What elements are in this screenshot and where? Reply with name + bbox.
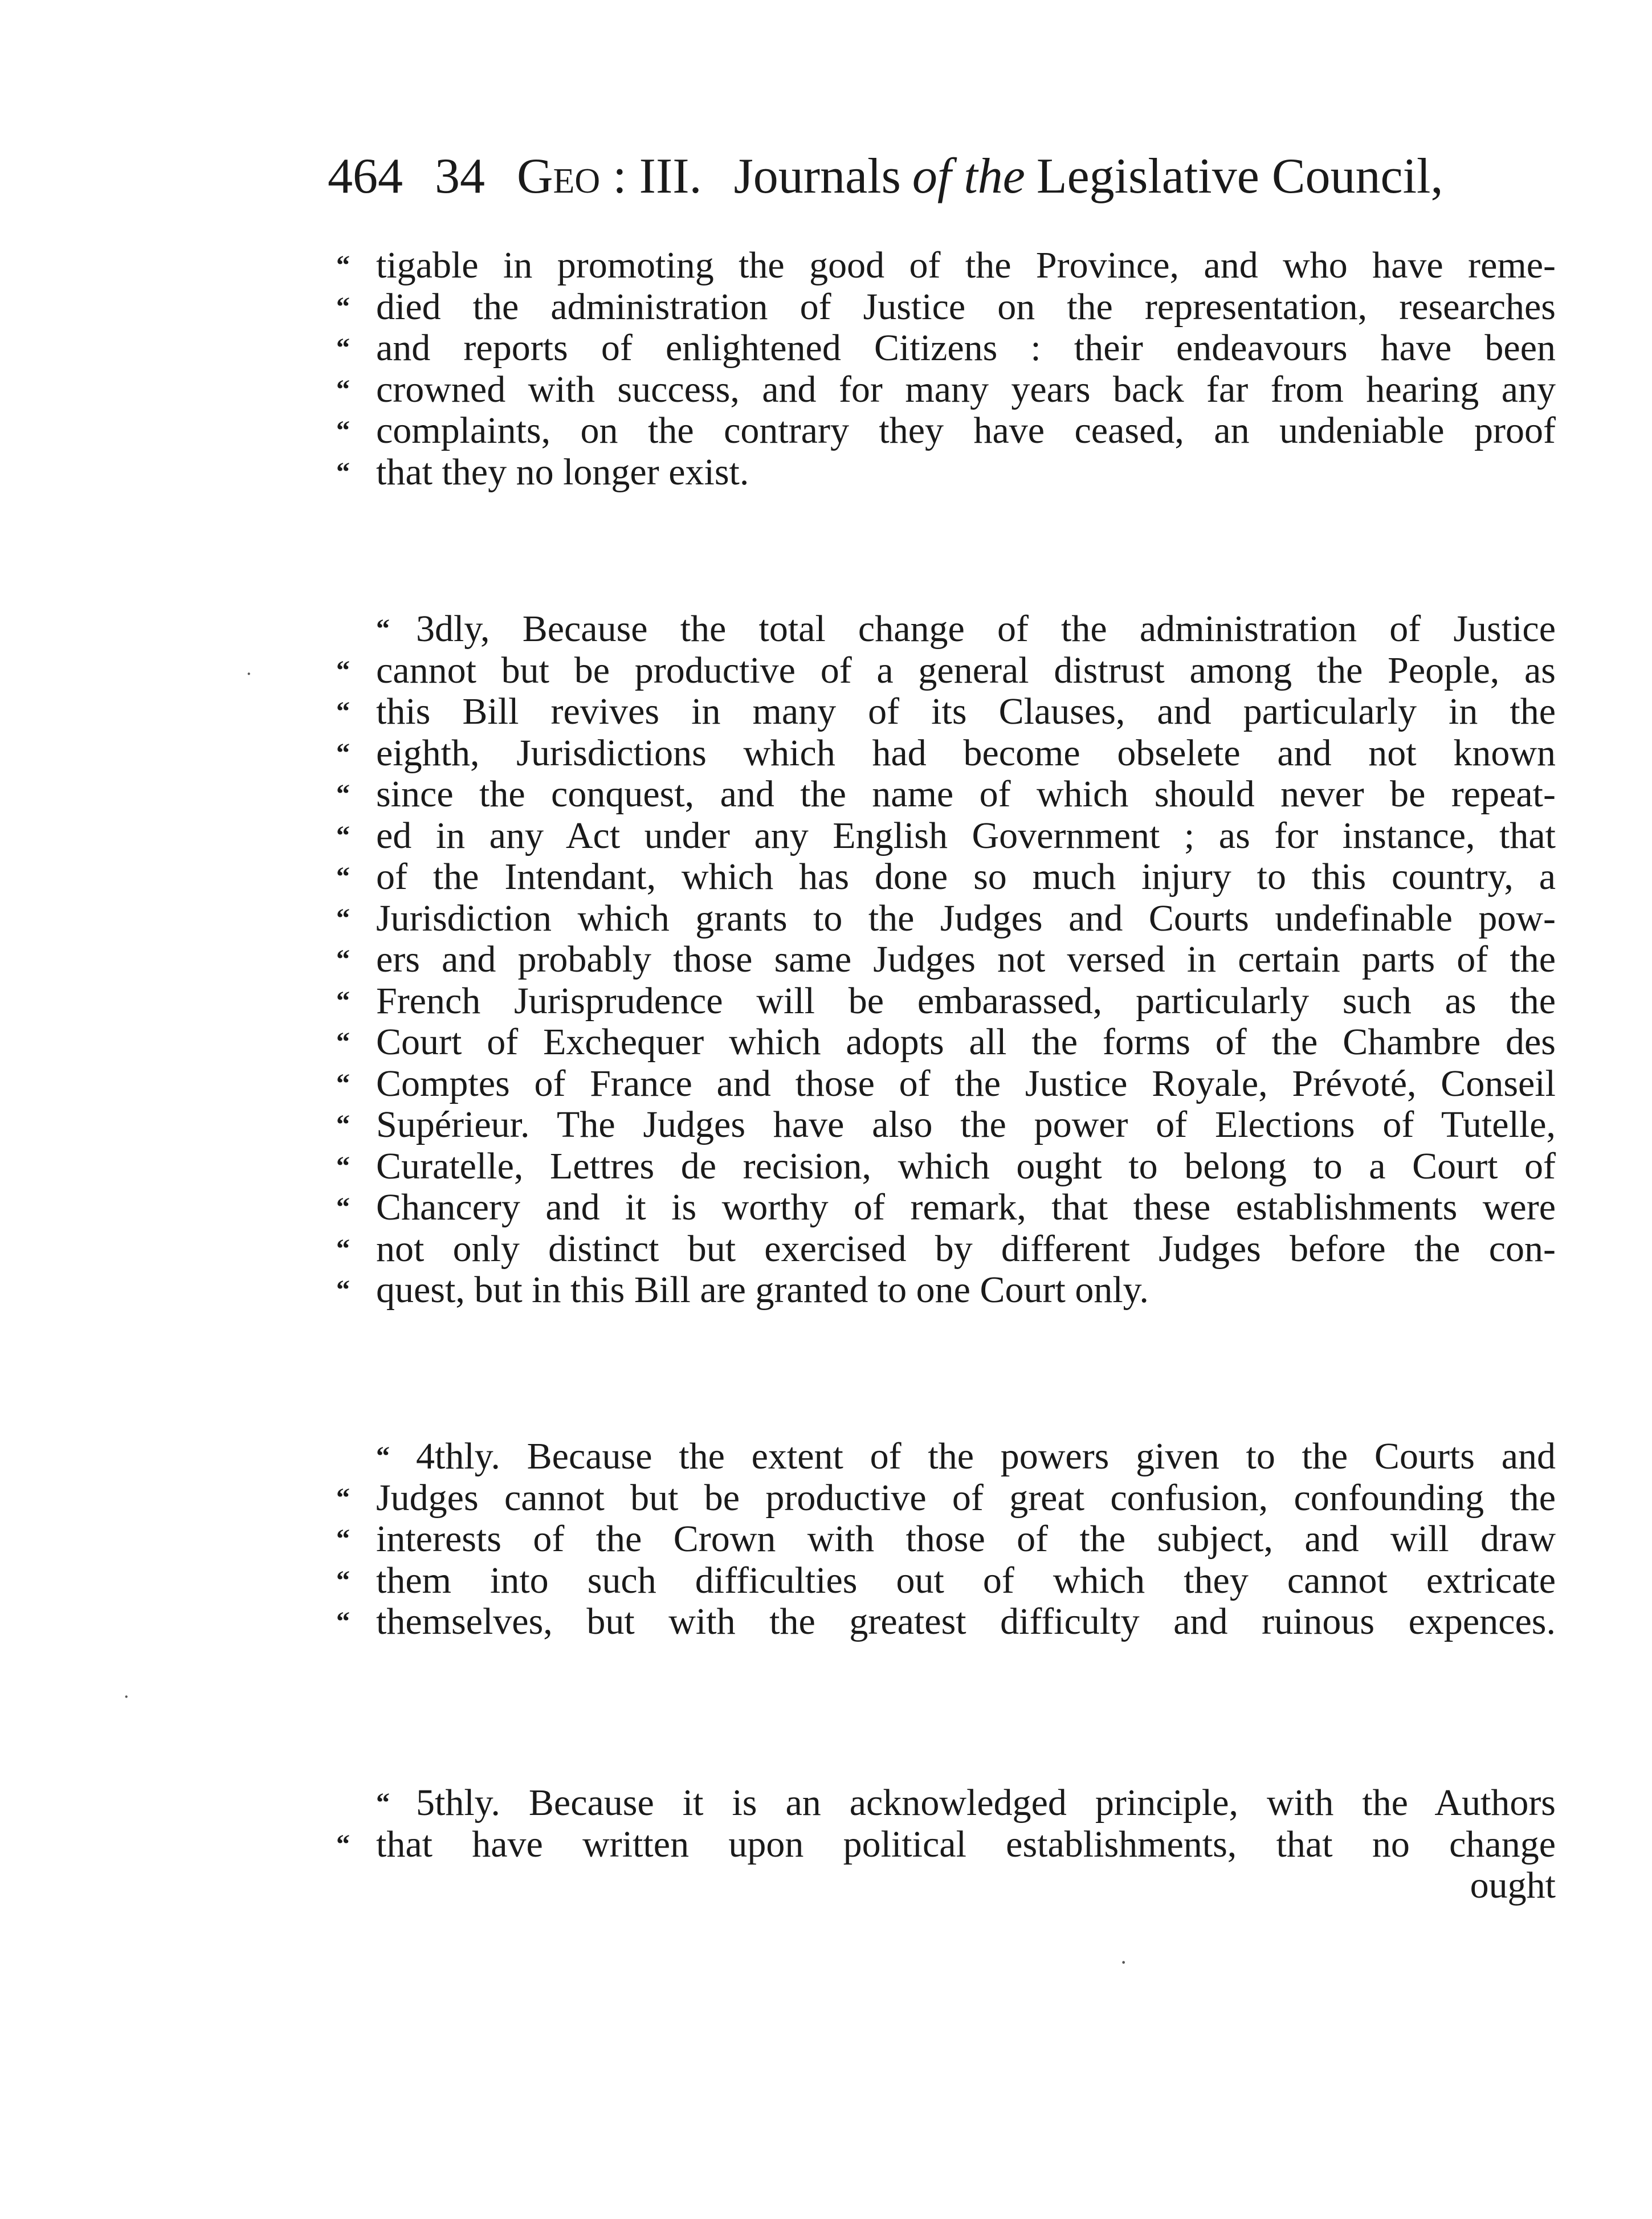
- quote-mark: “: [336, 415, 350, 446]
- quote-mark: “: [336, 862, 350, 892]
- line-text: that have written upon political establishments, that no change: [376, 1824, 1556, 1865]
- title-part2: Legislative Council,: [1036, 149, 1443, 204]
- quote-mark: “: [336, 655, 350, 686]
- text-line: [336, 1519, 1556, 1560]
- quote-mark: “: [336, 1524, 350, 1554]
- text-line: [336, 410, 1556, 452]
- running-head: [328, 145, 1570, 208]
- line-text: Court of Exchequer which adopts all the forms of the Chambre des: [376, 1022, 1556, 1063]
- text-line: [342, 1436, 1556, 1478]
- quote-mark: “: [336, 779, 350, 809]
- line-text: Chancery and it is worthy of remark, that these establishments were: [376, 1187, 1556, 1228]
- reign: Geo : III.: [517, 149, 702, 204]
- text-line: [336, 856, 1556, 898]
- line-text: eighth, Jurisdictions which had become obselete and not known: [376, 732, 1556, 774]
- text-line: [336, 691, 1556, 733]
- text-line: [336, 286, 1556, 328]
- text-line: [342, 1782, 1556, 1824]
- text-line: [336, 1824, 1556, 1866]
- quote-mark: “: [336, 1482, 350, 1513]
- text-line: [336, 774, 1556, 815]
- line-text: themselves, but with the greatest difficulty and ruinous expences.: [376, 1601, 1556, 1642]
- quote-mark: “: [336, 1068, 350, 1099]
- text-line: [336, 1104, 1556, 1146]
- ink-speck: ˙: [245, 667, 253, 693]
- line-text: interests of the Crown with those of the subject, and will draw: [376, 1519, 1556, 1560]
- text-line: [336, 1477, 1556, 1519]
- quote-mark: “: [336, 456, 350, 487]
- quote-mark: “: [336, 1027, 350, 1057]
- text-line: [336, 1022, 1556, 1063]
- quote-mark: “: [336, 737, 350, 768]
- paragraph-continuation: [336, 245, 1556, 493]
- text-line: [336, 328, 1556, 369]
- quote-mark: “: [336, 944, 350, 974]
- quote-mark: “: [336, 1151, 350, 1181]
- text-line: [342, 609, 1556, 650]
- text-line: [336, 815, 1556, 857]
- line-text: French Jurisprudence will be embarassed, particularly such as the: [376, 980, 1556, 1022]
- line-text: ers and probably those same Judges not versed in certain parts of the: [376, 939, 1556, 980]
- text-line: [336, 1228, 1556, 1270]
- text-line: [336, 245, 1556, 287]
- line-text: 4thly. Because the extent of the powers given to the Courts and: [416, 1436, 1556, 1477]
- quote-mark: “: [336, 1565, 350, 1596]
- catchword-line: [342, 1865, 1556, 1907]
- line-text: Comptes of France and those of the Justice Royale, Prévoté, Conseil: [376, 1063, 1556, 1104]
- text-line: [336, 369, 1556, 411]
- line-text: them into such difficulties out of which they cannot extricate: [376, 1560, 1556, 1601]
- paragraph-5thly: [336, 1782, 1556, 1907]
- quote-mark: “: [336, 333, 350, 363]
- line-text: complaints, on the contrary they have ceased, an undeniable proof: [376, 410, 1556, 451]
- text-line: [336, 1601, 1556, 1643]
- line-text: not only distinct but exercised by different Judges before the con-: [376, 1228, 1556, 1270]
- line-text: Supérieur. The Judges have also the power of Elections of Tutelle,: [376, 1104, 1556, 1145]
- quote-mark: “: [336, 696, 350, 727]
- text-line: [336, 1187, 1556, 1229]
- text-line: [336, 1063, 1556, 1105]
- ink-speck: ·: [1120, 1949, 1128, 1975]
- quote-mark: “: [336, 985, 350, 1016]
- line-text: tigable in promoting the good of the Province, and who have reme-: [376, 245, 1556, 286]
- quote-mark: “: [336, 1606, 350, 1637]
- text-line: [336, 898, 1556, 940]
- quote-mark: “: [376, 614, 390, 644]
- line-text: this Bill revives in many of its Clauses, and particularly in the: [376, 691, 1556, 732]
- quote-mark: “: [376, 1441, 390, 1471]
- quote-mark: “: [336, 903, 350, 933]
- quote-mark: “: [336, 1829, 350, 1859]
- catchword: ought: [1470, 1865, 1556, 1906]
- quote-mark: “: [336, 820, 350, 851]
- line-text: died the administration of Justice on the representation, researches: [376, 286, 1556, 328]
- line-text: since the conquest, and the name of which should never be repeat-: [376, 774, 1556, 815]
- text-line: [336, 650, 1556, 692]
- quote-mark: “: [376, 1788, 390, 1818]
- text-line: [336, 1560, 1556, 1602]
- line-text: Jurisdiction which grants to the Judges and Courts undefinable pow-: [376, 898, 1556, 939]
- line-text: Curatelle, Lettres de recision, which ought to belong to a Court of: [376, 1145, 1556, 1187]
- line-text: 5thly. Because it is an acknowledged principle, with the Authors: [416, 1782, 1556, 1824]
- line-text: Judges cannot but be productive of great confusion, confounding the: [376, 1477, 1556, 1519]
- line-text: 3dly, Because the total change of the administration of Justice: [416, 609, 1556, 650]
- title-part1: Journals: [733, 149, 901, 204]
- paragraph-4thly: [336, 1436, 1556, 1643]
- text-line: [336, 732, 1556, 774]
- line-text: of the Intendant, which has done so much injury to this country, a: [376, 856, 1556, 898]
- paragraph-3dly: [336, 609, 1556, 1311]
- text-line: [336, 451, 1556, 493]
- quote-mark: “: [336, 374, 350, 405]
- quote-mark: “: [336, 291, 350, 322]
- line-text: cannot but be productive of a general distrust among the People, as: [376, 650, 1556, 691]
- line-text: quest, but in this Bill are granted to one Court only.: [376, 1270, 1149, 1311]
- page-number: 464: [328, 149, 403, 204]
- text-line: [336, 980, 1556, 1022]
- line-text: and reports of enlightened Citizens : their endeavours have been: [376, 328, 1556, 369]
- quote-mark: “: [336, 1110, 350, 1140]
- quote-mark: “: [336, 1192, 350, 1222]
- line-text: crowned with success, and for many years back far from hearing any: [376, 369, 1556, 410]
- line-text: ed in any Act under any English Government ; as for instance, that: [376, 815, 1556, 856]
- line-text: that they no longer exist.: [376, 451, 749, 493]
- quote-mark: “: [336, 1275, 350, 1305]
- text-line: [336, 939, 1556, 981]
- quote-mark: “: [336, 250, 350, 280]
- ink-speck: ˙: [123, 1690, 130, 1716]
- text-line: [336, 1145, 1556, 1188]
- text-line: [336, 1270, 1556, 1311]
- regnal-year: 34: [435, 149, 485, 204]
- quote-mark: “: [336, 1233, 350, 1264]
- title-italic: of the: [912, 149, 1025, 204]
